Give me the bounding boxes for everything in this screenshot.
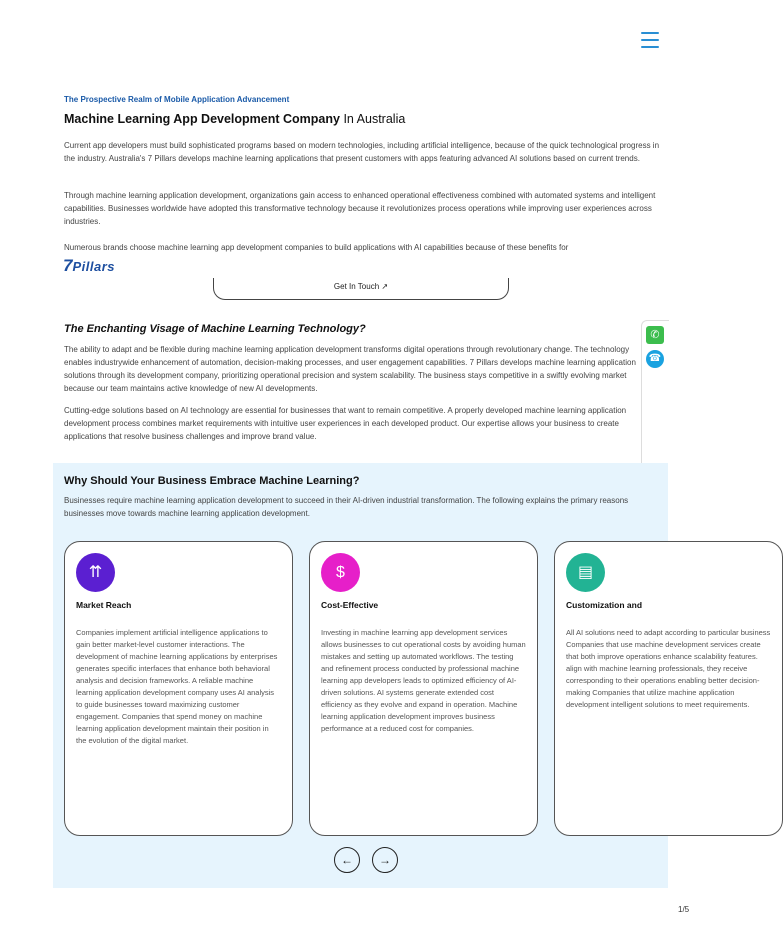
- why-section: [53, 463, 771, 888]
- enchanting-paragraph-1: The ability to adapt and be flexible during machine learning application development transforms digital operations through revolutionary change. The technology enables industrywide enhancement of automation, decision-making processes, and user engagement capabilities. 7 Pillars develops machine learning application solutions through its development company, prioritizing operational precision and system scalability. The business stays competitive in a swiftly evolving market because our team maintains active knowledge of new AI developments.: [64, 345, 636, 393]
- customization-icon: ▤: [566, 553, 605, 592]
- card-text: All AI solutions need to adapt according to particular business Companies that use machine development services create that both improve operations enhance scalability features. align with machine learning professionals, they receive corresponding to their operations enabling better decision-making Companies that utilize machine application development intelligent solutions to meet requirements.: [566, 628, 771, 709]
- arrow-up-right-icon: ↗: [381, 282, 389, 291]
- card-title: Cost-Effective: [321, 600, 379, 610]
- cost-savings-icon: $: [321, 553, 360, 592]
- get-in-touch-label: Get In Touch: [333, 282, 380, 291]
- page-counter: 1/5: [678, 905, 690, 914]
- intro-paragraph-1: Current app developers must build sophisticated programs based on modern technologies, including artificial intelligence, because of the quick technological progress in the industry. Australia's 7 Pillars develops machine learning applications that present customers with apps featuring advanced AI solutions based on current trends.: [64, 141, 660, 163]
- whatsapp-icon[interactable]: ✆: [646, 326, 664, 344]
- enchanting-paragraph-2: Cutting-edge solutions based on AI technology are essential for businesses that want to remain competitive. A properly developed machine learning application development process combines market requirements with intuitive user experiences in each developed product. Our expertise allows your business to create applications that resolve business challenges and improve brand value.: [64, 406, 627, 441]
- card-market-reach: [64, 541, 293, 836]
- page-title: [64, 112, 405, 126]
- phone-icon[interactable]: ☎: [646, 350, 664, 368]
- card-title: Market Reach: [76, 600, 132, 610]
- card-cost-effective: [309, 541, 538, 836]
- card-title: Customization and: [566, 600, 643, 610]
- market-growth-icon: ⇈: [76, 553, 115, 592]
- intro-paragraph-3-clipped: Numerous brands choose machine learning app development companies to build applications with AI capabilities because of these benefits for: [64, 243, 569, 252]
- company-logo[interactable]: [63, 256, 115, 276]
- hamburger-menu-icon[interactable]: [641, 32, 659, 48]
- logo-mark: 7: [63, 256, 72, 275]
- section-eyebrow: The Prospective Realm of Mobile Application Advancement: [64, 95, 290, 104]
- intro-paragraph-2: Through machine learning application development, organizations gain access to enhanced operational effectiveness combined with automated systems and intelligent capabilities. Businesses worldwide have adopted this transformative technology because it revolutionizes process operations while improving user experiences across industries.: [64, 191, 656, 226]
- carousel-next-button[interactable]: →: [372, 847, 398, 873]
- carousel-prev-button[interactable]: ←: [334, 847, 360, 873]
- page-title-bold: Machine Learning App Development Company: [64, 112, 340, 126]
- card-text: Investing in machine learning app development services allows businesses to cut operational costs by avoiding human mistakes and setting up automated workflows. The testing and refinement process conducted by professional machine learning app developers leads to optimized efficiency of AI-driven solutions. AI systems generate extended cost efficiency as they evolve and expand in operation. Machine learning application development improves business performance at a reduced cost for companies.: [321, 628, 526, 733]
- why-description: Businesses require machine learning application development to succeed in their AI-driven industrial transformation. The following explains the primary reasons businesses move towards machine learning application development.: [64, 496, 629, 518]
- why-title: Why Should Your Business Embrace Machine Learning?: [64, 475, 360, 487]
- get-in-touch-button[interactable]: [213, 278, 509, 300]
- logo-wordmark: Pillars: [72, 258, 115, 274]
- page-title-light: In Australia: [343, 112, 406, 126]
- enchanting-title: The Enchanting Visage of Machine Learning Technology?: [64, 323, 366, 335]
- card-text: Companies implement artificial intelligence applications to gain better market-level customer interactions. The development of machine learning applications by enterprises generates specific interfaces that enhance both behavioral analysis and decision frameworks. A reliable machine learning application development company uses AI analysis to guide businesses toward maximizing customer engagement. Companies that spend money on machine learning application development maintain their position in the evolution of the digital market.: [76, 628, 278, 745]
- card-customization: [554, 541, 783, 836]
